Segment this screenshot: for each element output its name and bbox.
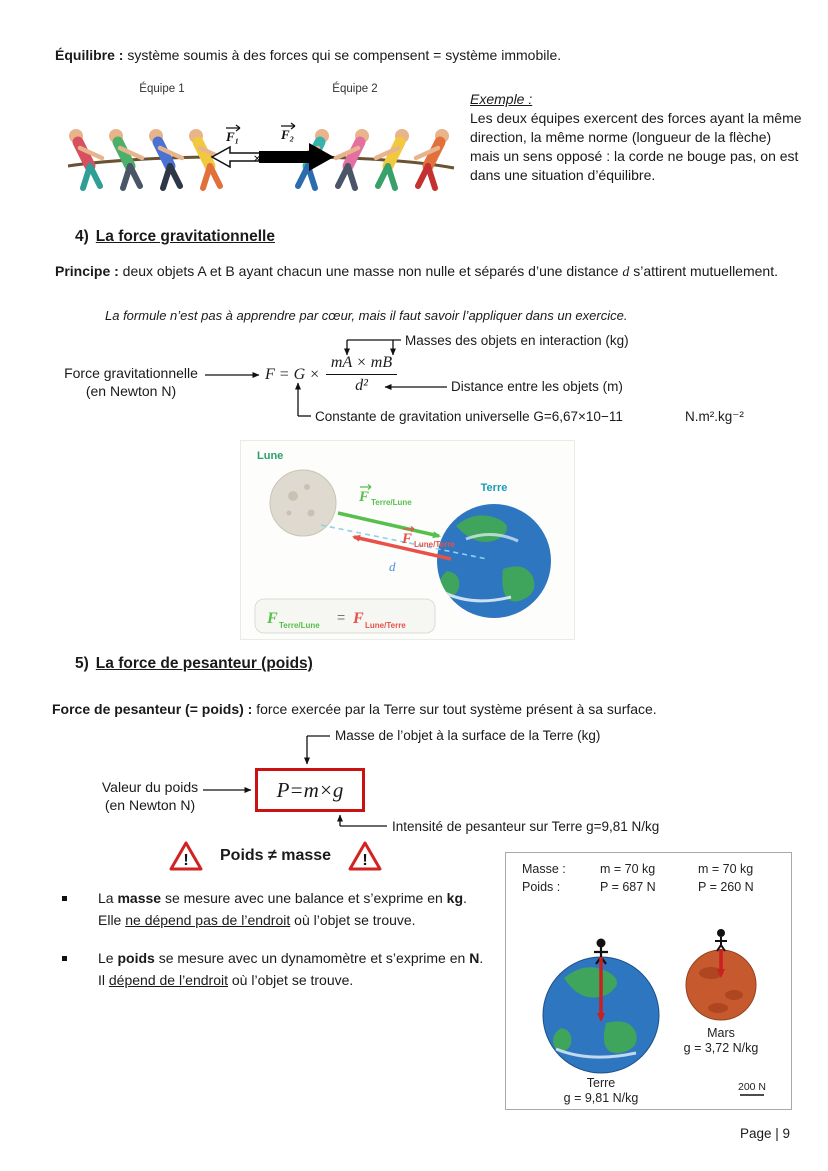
gravity-fraction <box>326 354 397 395</box>
principle-d: d <box>622 265 630 280</box>
mars-person-figure <box>715 929 727 951</box>
warning-row <box>168 840 383 872</box>
svg-text:!: ! <box>362 852 368 869</box>
principle-text-a: deux objets A et B ayant chacun une masse non nulle et séparés d’une distance <box>118 263 623 279</box>
mars-g-caption: g = 3,72 N/kg <box>683 1041 759 1055</box>
warning-icon <box>168 840 204 872</box>
bullet-poids-text <box>98 948 483 991</box>
poids-row-label: Poids : <box>522 880 561 894</box>
g-label: Intensité de pesanteur sur Terre g=9,81 N/kg <box>392 819 660 834</box>
mars-caption: Mars <box>707 1026 735 1040</box>
bullet-masse-line2: Elle ne dépend pas de l’endroit où l’objet se trouve. <box>98 911 416 928</box>
force-earth-on-moon-arrow <box>338 513 439 536</box>
earth-mars-svg <box>506 853 791 1109</box>
page-number: Page | 9 <box>739 1126 790 1141</box>
example-block <box>470 90 802 184</box>
mars-mass-value: m = 70 kg <box>698 862 754 876</box>
section-4-title: La force gravitationnelle <box>95 228 275 245</box>
earth-weight-value: P = 687 N <box>600 880 656 894</box>
force-earth-on-moon-sub: Terre/Lune <box>371 498 412 507</box>
earth-label: Terre <box>480 482 508 494</box>
moon-earth-svg <box>241 441 574 639</box>
gravity-denominator: d² <box>355 377 368 394</box>
bullet-poids-line2: Il dépend de l’endroit où l’objet se trouve. <box>98 971 354 988</box>
distance-label: Distance entre les objets (m) <box>451 379 623 394</box>
f1-label: F₁ <box>226 129 240 144</box>
moon-earth-figure <box>240 440 575 640</box>
equality-equals: = <box>337 609 346 625</box>
weight-left-line1: Valeur du poids <box>101 779 199 795</box>
weight-text: force exercée par la Terre sur tout système présent à sa surface. <box>252 701 657 717</box>
bullet-poids-line1: Le poids se mesure avec un dynamomètre et s’exprime en N. <box>98 950 484 966</box>
svg-text:!: ! <box>183 852 189 869</box>
equilibre-text: système soumis à des forces qui se compensent = système immobile. <box>123 47 562 63</box>
bullet-masse-line1: La masse se mesure avec une balance et s’exprime en kg. <box>98 890 467 906</box>
formula-note: La formule n’est pas à apprendre par cœur, mais il faut savoir l’appliquer dans un exercice. <box>105 308 628 323</box>
gravity-left-line2: (en Newton N) <box>85 383 177 400</box>
team1-label: Équipe 1 <box>139 83 185 95</box>
terre-g-caption: g = 9,81 N/kg <box>563 1091 639 1105</box>
constant-label: Constante de gravitation universelle G=6,67×10−11 <box>315 409 623 424</box>
weight-left-line2: (en Newton N) <box>104 797 196 814</box>
masses-label: Masses des objets en interaction (kg) <box>405 333 629 348</box>
moon-label: Lune <box>257 450 284 462</box>
equilibre-definition <box>55 46 775 65</box>
equilibre-term: Équilibre : <box>55 47 124 63</box>
weight-formula-box <box>255 768 365 812</box>
weight-definition <box>52 700 782 719</box>
terre-caption: Terre <box>586 1076 616 1090</box>
principle-term: Principe : <box>55 263 119 279</box>
weight-term: Force de pesanteur (= poids) : <box>52 701 253 717</box>
moon <box>270 470 336 536</box>
section-5-heading <box>75 655 313 673</box>
bullet-poids <box>62 948 502 991</box>
force-moon-on-earth-F: F <box>402 531 413 547</box>
principle-paragraph <box>55 262 783 283</box>
team2-label: Équipe 2 <box>332 83 378 95</box>
equality-F-left: F <box>267 610 278 627</box>
example-body: Les deux équipes exercent des forces ayant la même direction, la même norme (longueur de la flèche) mais un sens opposé : la corde ne bouge pas, on est dans une situation d’équilibre. <box>470 109 802 183</box>
forces-equality-box <box>255 599 435 633</box>
constant-unit: N.m².kg⁻² <box>685 409 744 424</box>
distance-d-label: d <box>389 559 396 574</box>
weight-formula-diagram <box>55 726 715 838</box>
equality-sub-right: Lune/Terre <box>365 621 406 630</box>
section-5-title: La force de pesanteur (poids) <box>95 655 313 672</box>
example-title-text: Exemple : <box>470 91 533 107</box>
weight-left-label <box>100 778 200 814</box>
equality-sub-left: Terre/Lune <box>279 621 320 630</box>
earth-mars-comparison <box>505 852 792 1110</box>
gravity-left-label <box>55 364 207 400</box>
earth-mass-value: m = 70 kg <box>600 862 656 876</box>
bullet-marker <box>62 896 67 901</box>
principle-text-b: s’attirent mutuellement. <box>629 263 778 279</box>
mars-weight-value: P = 260 N <box>698 880 754 894</box>
tug-of-war-svg <box>62 78 460 210</box>
gravity-formula <box>265 354 397 395</box>
tug-of-war-figure <box>62 78 460 210</box>
gravity-left-line1: Force gravitationnelle <box>64 365 198 381</box>
force-earth-on-moon-F: F <box>359 489 370 505</box>
warning-text: Poids ≠ masse <box>220 847 332 864</box>
f2-label: F₂ <box>281 127 295 142</box>
section-5-number: 5) <box>75 655 89 672</box>
mass-label: Masse de l’objet à la surface de la Terre (kg) <box>335 728 601 743</box>
scale-label: 200 N <box>737 1081 767 1093</box>
gravity-numerator: mA × mB <box>326 354 397 375</box>
section-4-heading <box>75 228 275 246</box>
scale-bar <box>738 1081 766 1095</box>
example-title <box>470 90 802 109</box>
weight-formula-text: P=m×g <box>276 777 344 802</box>
force-moon-on-earth-sub: Lune/Terre <box>414 540 455 549</box>
gravity-formula-diagram <box>55 330 773 434</box>
earth <box>437 504 551 618</box>
bullet-masse <box>62 888 492 931</box>
bullet-masse-text <box>98 888 467 931</box>
section-4-number: 4) <box>75 228 89 245</box>
warning-icon <box>347 840 383 872</box>
gravity-formula-lhs: F = G × <box>265 365 320 383</box>
equality-F-right: F <box>353 610 364 627</box>
bullet-marker <box>62 956 67 961</box>
cross-mark: ✕ <box>253 154 262 165</box>
masse-row-label: Masse : <box>522 862 566 876</box>
